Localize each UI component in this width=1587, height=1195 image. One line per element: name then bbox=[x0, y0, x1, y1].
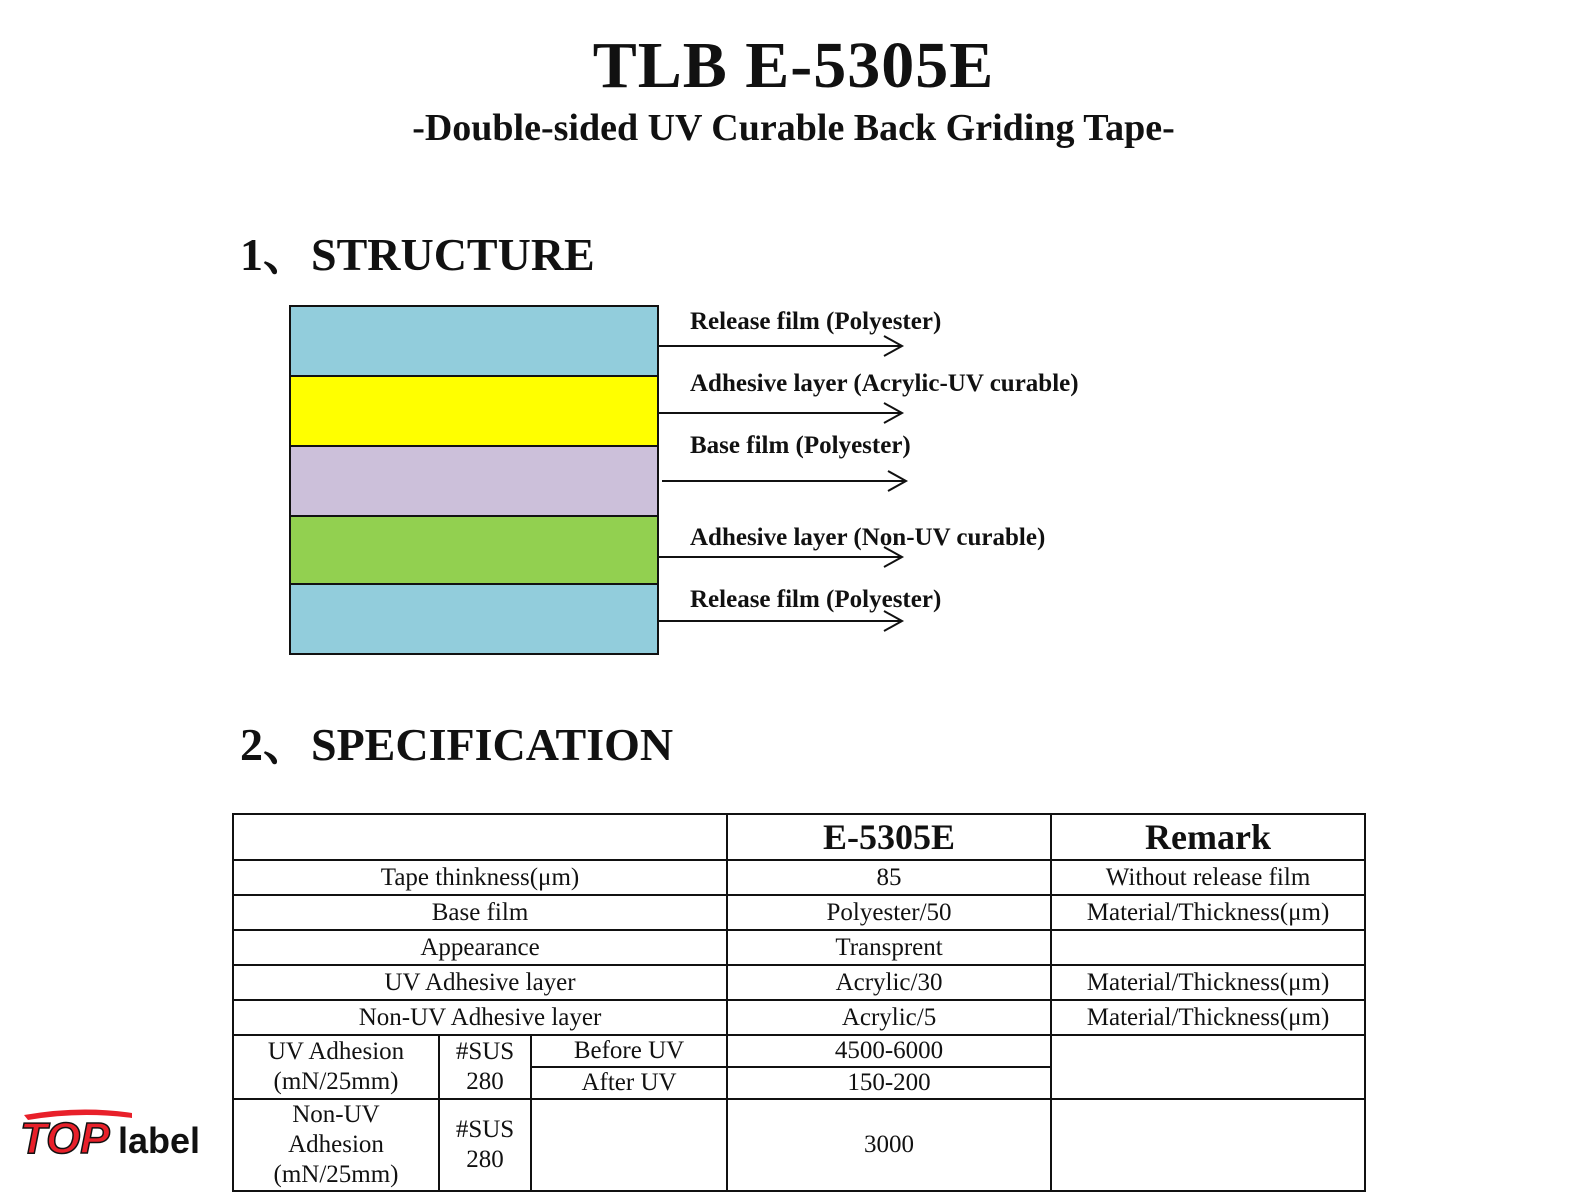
row-remark: Material/Thickness(μm) bbox=[1051, 895, 1365, 930]
row-value: Polyester/50 bbox=[727, 895, 1051, 930]
layer-label-release-film-bottom: Release film (Polyester) bbox=[690, 586, 942, 613]
specification-heading bbox=[240, 708, 673, 774]
section-label: SPECIFICATION bbox=[311, 719, 674, 770]
section-number: 1、 bbox=[240, 229, 309, 280]
layer-label-uv-adhesive: Adhesive layer (Acrylic-UV curable) bbox=[690, 370, 1079, 397]
row-item: Non-UV Adhesive layer bbox=[233, 1000, 727, 1035]
toplabel-logo bbox=[20, 1107, 220, 1159]
uv-adhesion-remark bbox=[1051, 1035, 1365, 1099]
specification-table bbox=[232, 813, 1366, 1192]
uv-adhesion-substrate bbox=[439, 1035, 531, 1099]
table-row bbox=[233, 895, 1365, 930]
row-item: Appearance bbox=[233, 930, 727, 965]
non-uv-substrate-line1: #SUS bbox=[455, 1116, 515, 1143]
uv-substrate-line1: #SUS bbox=[455, 1038, 515, 1065]
arrow-base-film bbox=[662, 471, 906, 491]
non-uv-adhesion-item bbox=[233, 1099, 439, 1191]
row-item: UV Adhesive layer bbox=[233, 965, 727, 1000]
section-label: STRUCTURE bbox=[311, 229, 595, 280]
uv-substrate-line2: 280 bbox=[466, 1068, 504, 1095]
after-uv-value: 150-200 bbox=[727, 1067, 1051, 1099]
uv-adhesion-item-line2: (mN/25mm) bbox=[273, 1068, 399, 1095]
logo-label-text: label bbox=[118, 1120, 201, 1159]
non-uv-remark bbox=[1051, 1099, 1365, 1191]
layer-uv-adhesive bbox=[290, 376, 658, 446]
row-remark: Material/Thickness(μm) bbox=[1051, 965, 1365, 1000]
layer-label-non-uv-adhesive: Adhesive layer (Non-UV curable) bbox=[690, 524, 1046, 551]
row-value: Acrylic/5 bbox=[727, 1000, 1051, 1035]
non-uv-value: 3000 bbox=[727, 1099, 1051, 1191]
non-uv-substrate bbox=[439, 1099, 531, 1191]
row-remark bbox=[1051, 930, 1365, 965]
table-row bbox=[233, 1000, 1365, 1035]
row-item: Tape thinkness(μm) bbox=[233, 860, 727, 895]
layer-non-uv-adhesive bbox=[290, 516, 658, 584]
non-uv-substrate-line2: 280 bbox=[466, 1146, 504, 1173]
row-remark: Without release film bbox=[1051, 860, 1365, 895]
arrow-release-film-bottom bbox=[658, 611, 902, 631]
row-value: Acrylic/30 bbox=[727, 965, 1051, 1000]
table-header-row bbox=[233, 814, 1365, 860]
document-subtitle: -Double-sided UV Curable Back Griding Tape- bbox=[412, 107, 1175, 149]
non-uv-condition-empty bbox=[531, 1099, 727, 1191]
header-remark: Remark bbox=[1051, 814, 1365, 860]
non-uv-item-line2: Adhesion bbox=[288, 1131, 384, 1158]
header-product: E-5305E bbox=[727, 814, 1051, 860]
section-number: 2、 bbox=[240, 719, 309, 770]
non-uv-item-line3: (mN/25mm) bbox=[273, 1161, 399, 1188]
after-uv-label: After UV bbox=[531, 1067, 727, 1099]
arrow-uv-adhesive bbox=[658, 403, 902, 423]
layer-release-film-top bbox=[290, 306, 658, 376]
table-row bbox=[233, 860, 1365, 895]
uv-adhesion-item-line1: UV Adhesion bbox=[267, 1038, 405, 1065]
row-value: Transprent bbox=[727, 930, 1051, 965]
layer-label-release-film-top: Release film (Polyester) bbox=[690, 308, 942, 335]
non-uv-item-line1: Non-UV bbox=[292, 1101, 380, 1128]
layer-label-base-film: Base film (Polyester) bbox=[690, 432, 911, 459]
logo-top-text: TOP bbox=[20, 1114, 110, 1159]
document-title: TLB E-5305E bbox=[592, 29, 995, 102]
header-empty-cell bbox=[233, 814, 727, 860]
arrow-release-film-top bbox=[658, 336, 902, 356]
before-uv-label: Before UV bbox=[531, 1035, 727, 1067]
layer-base-film bbox=[290, 446, 658, 516]
non-uv-adhesion-row bbox=[233, 1099, 1365, 1191]
row-value: 85 bbox=[727, 860, 1051, 895]
row-remark: Material/Thickness(μm) bbox=[1051, 1000, 1365, 1035]
table-row bbox=[233, 965, 1365, 1000]
uv-adhesion-item bbox=[233, 1035, 439, 1099]
before-uv-value: 4500-6000 bbox=[727, 1035, 1051, 1067]
layer-release-film-bottom bbox=[290, 584, 658, 654]
row-item: Base film bbox=[233, 895, 727, 930]
uv-adhesion-row-before bbox=[233, 1035, 1365, 1067]
table-row bbox=[233, 930, 1365, 965]
